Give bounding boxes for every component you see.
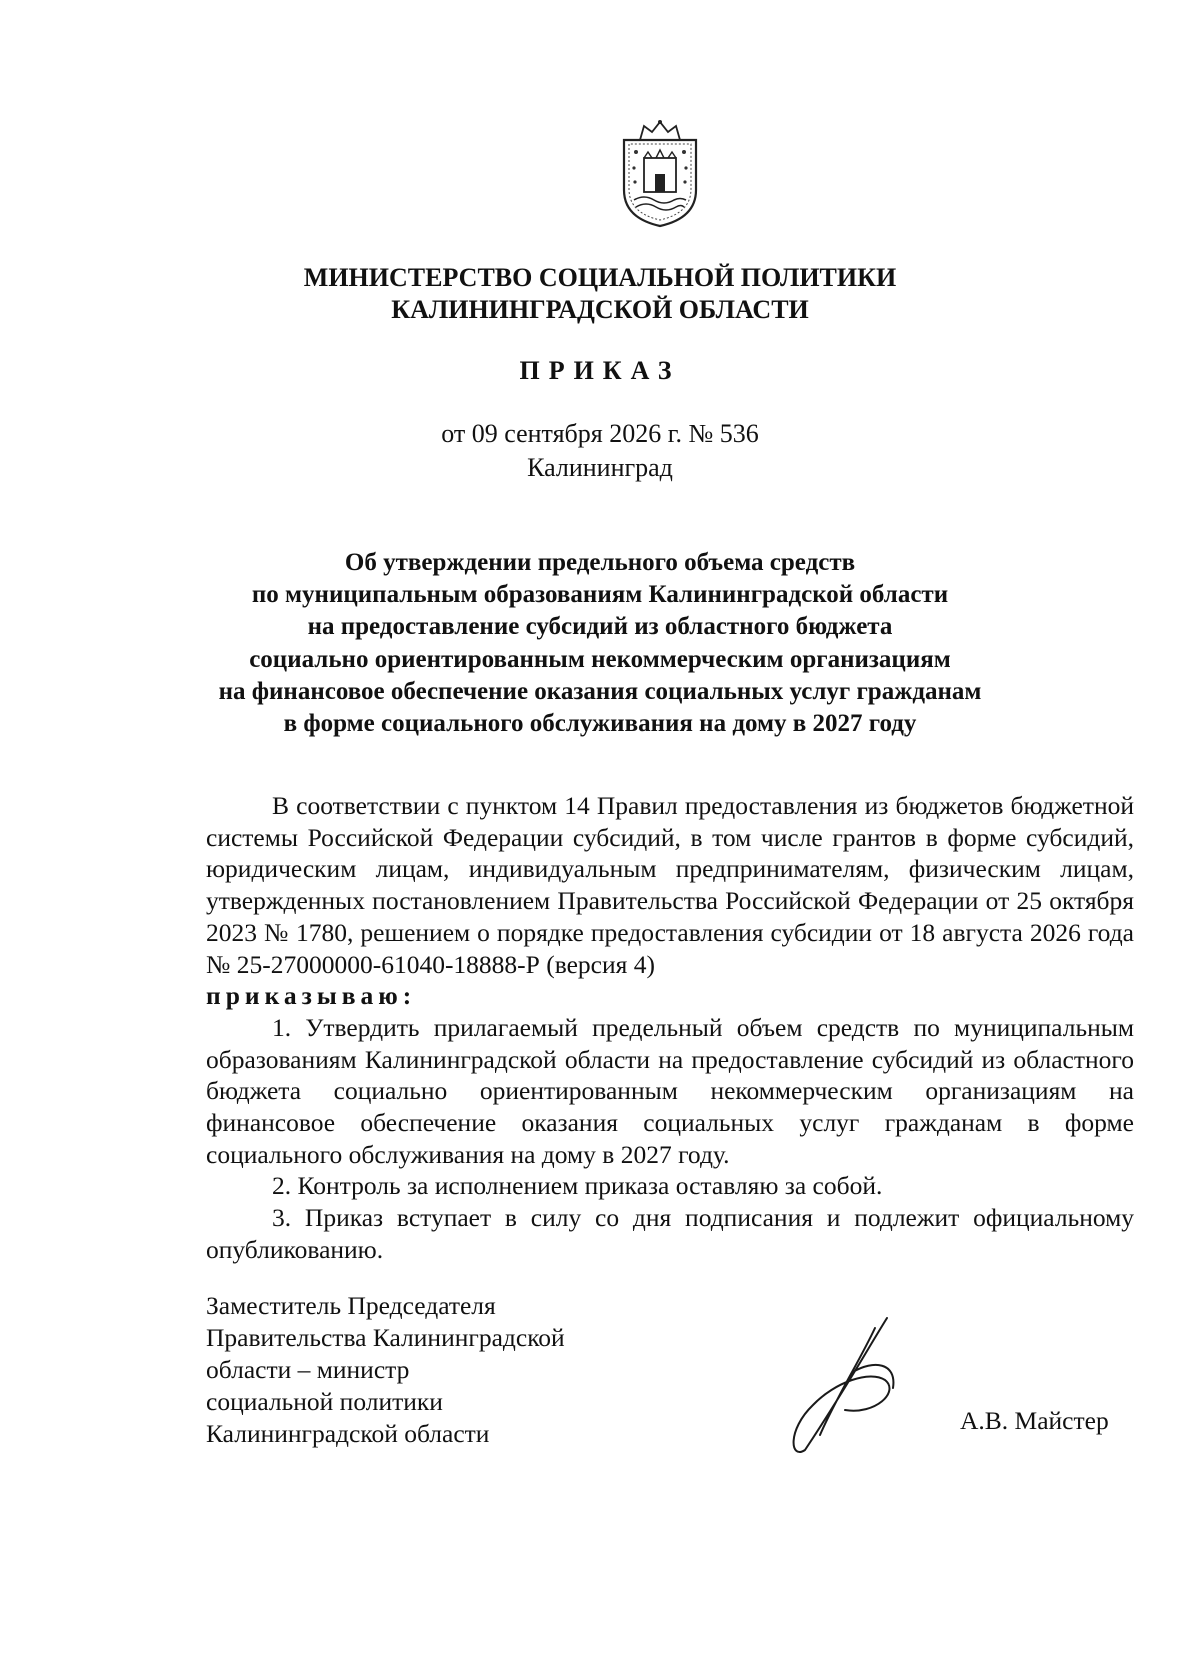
signer-position-line: Калининградской области	[206, 1419, 490, 1448]
order-heading: ПРИКАЗ	[519, 356, 681, 385]
title-line: на финансовое обеспечение оказания социальных услуг гражданам	[218, 677, 982, 705]
order-item-1: 1. Утвердить прилагаемый предельный объем средств по муниципальным образованиям Калининградской области на предоставление субсидий из областного бюджета социально ориентированным некоммерческим организациям на финансовое обеспечение оказания социальных услуг гражданам в форме социального обслуживания на дому в 2027 году.	[206, 1012, 1134, 1169]
signer-position	[206, 1290, 626, 1450]
handwritten-signature	[775, 1310, 915, 1465]
order-date-number: от 09 сентября 2026 г. № 536	[441, 419, 759, 448]
signer-position-line: Правительства Калининградской	[206, 1323, 565, 1352]
coat-of-arms-emblem	[614, 118, 706, 230]
title-line: на предоставление субсидий из областного бюджета	[307, 613, 893, 641]
preamble-paragraph: В соответствии с пунктом 14 Правил предоставления из бюджетов бюджетной системы Российской Федерации субсидий, в том числе грантов в форме субсидий, юридическим лицам, индивидуальным предпринимателям, физическим лицам, утвержденных постановлением Правительства Российской Федерации от 25 октября 2023 № 1780, решением о порядке предоставления субсидии от 18 августа 2026 года № 25-27000000-61040-18888-Р (версия 4)	[206, 791, 1134, 979]
title-line: по муниципальным образованиям Калининградской области	[251, 581, 949, 609]
signer-name: А.В. Майстер	[960, 1406, 1109, 1435]
order-verb-text: приказываю:	[206, 981, 417, 1011]
order-verb	[206, 980, 1134, 1012]
title-line: социально ориентированным некоммерческим организациям	[249, 645, 951, 673]
order-city: Калининград	[527, 453, 673, 482]
ministry-name	[0, 262, 1200, 326]
document-title	[200, 547, 1000, 740]
ministry-line-2: КАЛИНИНГРАДСКОЙ ОБЛАСТИ	[391, 295, 809, 324]
title-line: Об утверждении предельного объема средств	[344, 549, 856, 576]
order-item-2: 2. Контроль за исполнением приказа оставляю за собой.	[272, 1171, 883, 1201]
signer-position-line: области – министр	[206, 1355, 410, 1384]
signer-position-line: Заместитель Председателя	[206, 1291, 496, 1320]
document-body	[206, 790, 1134, 1266]
title-line: в форме социального обслуживания на дому в 2027 году	[283, 710, 917, 738]
ministry-line-1: МИНИСТЕРСТВО СОЦИАЛЬНОЙ ПОЛИТИКИ	[303, 263, 897, 292]
order-item-3: 3. Приказ вступает в силу со дня подписания и подлежит официальному опубликованию.	[206, 1203, 1134, 1264]
signer-position-line: социальной политики	[206, 1387, 443, 1416]
